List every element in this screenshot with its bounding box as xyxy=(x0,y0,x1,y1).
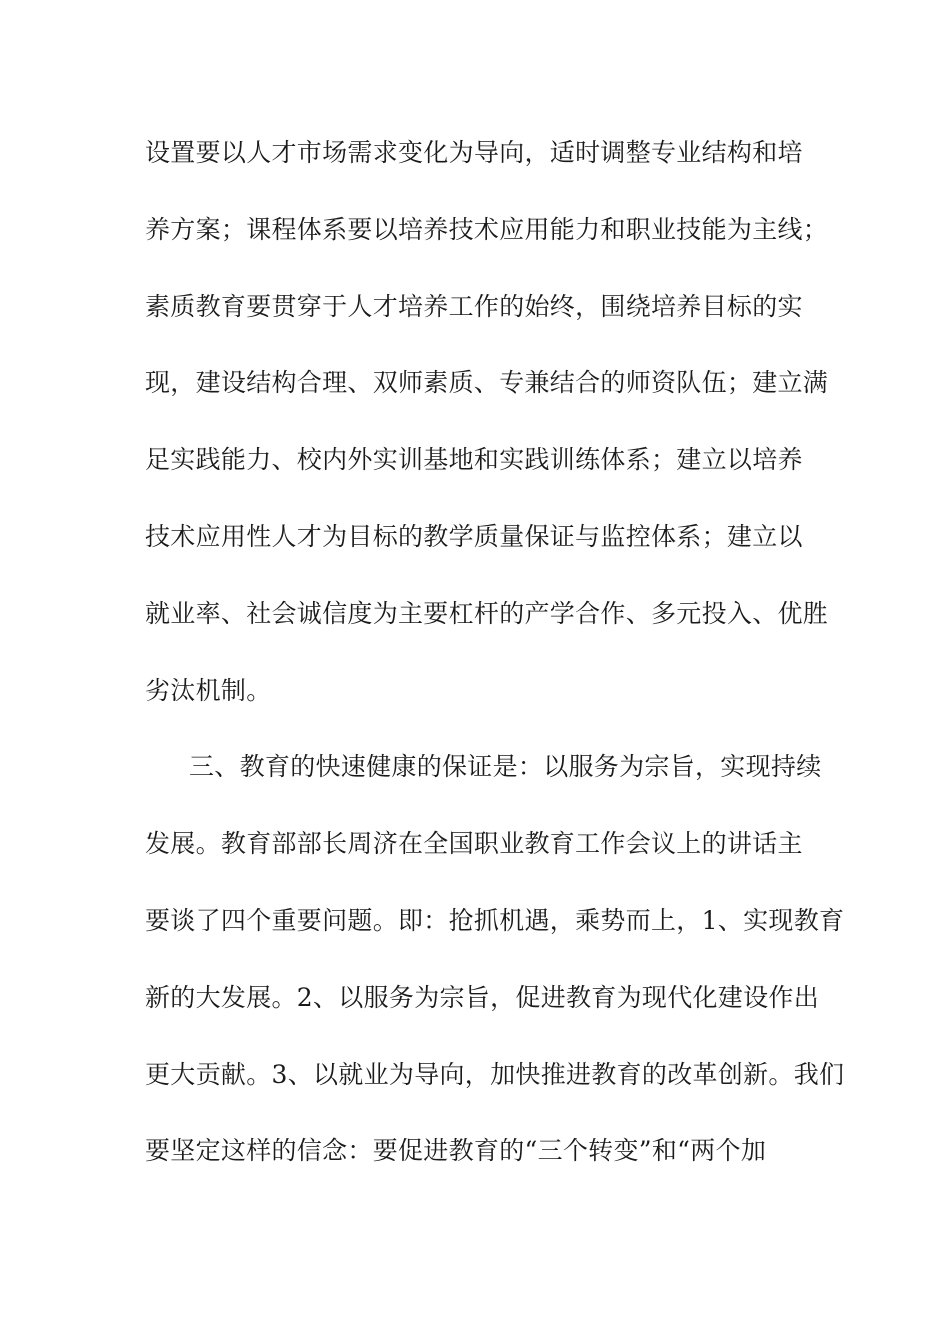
text-line: 素质教育要贯穿于人才培养工作的始终，围绕培养目标的实 xyxy=(145,291,803,321)
text-line: 发展。教育部部长周济在全国职业教育工作会议上的讲话主 xyxy=(145,829,803,859)
text-line: 要谈了四个重要问题。即：抢抓机遇，乘势而上，1、实现教育 xyxy=(145,905,845,935)
text-line: 就业率、社会诚信度为主要杠杆的产学合作、多元投入、优胜 xyxy=(145,598,829,628)
text-line: 新的大发展。2、以服务为宗旨，促进教育为现代化建设作出 xyxy=(145,982,820,1012)
text-line: 养方案；课程体系要以培养技术应用能力和职业技能为主线； xyxy=(145,214,829,244)
body-text xyxy=(145,130,845,1205)
text-line: 劣汰机制。 xyxy=(145,675,272,705)
paragraph-start-line: 三、教育的快速健康的保证是：以服务为宗旨，实现持续 xyxy=(189,752,822,782)
text-line: 更大贡献。3、以就业为导向，加快推进教育的改革创新。我们 xyxy=(145,1059,845,1089)
text-line: 设置要以人才市场需求变化为导向，适时调整专业结构和培 xyxy=(145,138,803,167)
text-line: 技术应用性人才为目标的教学质量保证与监控体系；建立以 xyxy=(145,521,803,551)
text-line: 足实践能力、校内外实训基地和实践训练体系；建立以培养 xyxy=(145,445,803,475)
text-line: 现，建设结构合理、双师素质、专兼结合的师资队伍；建立满 xyxy=(145,368,829,398)
text-line: 要坚定这样的信念：要促进教育的“三个转变”和“两个加 xyxy=(145,1136,767,1166)
